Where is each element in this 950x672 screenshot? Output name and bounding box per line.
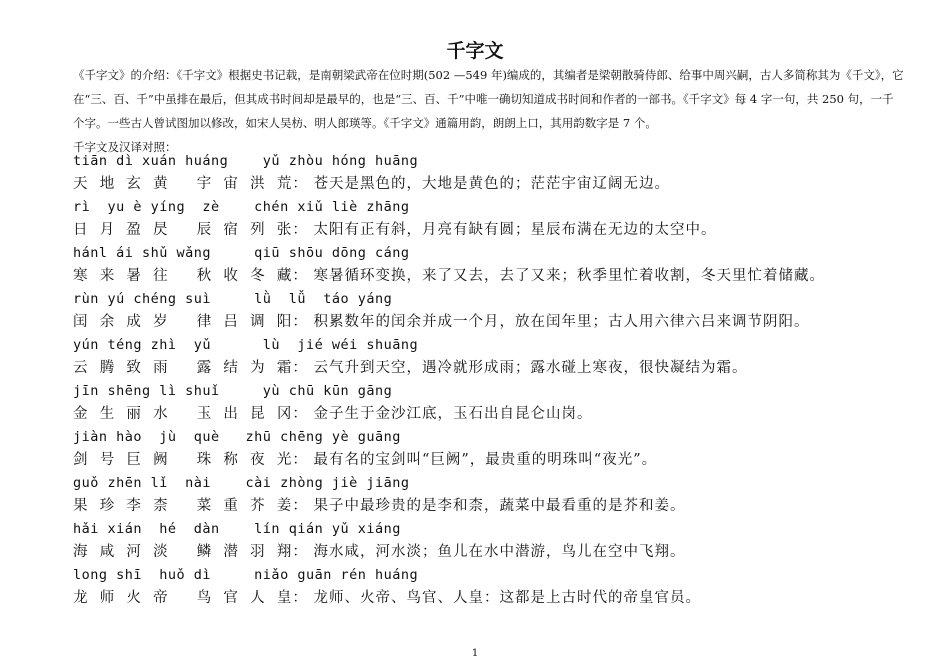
verse-line: 云 腾 致 雨 露 结 为 霜： 云气升到天空，遇冷就形成雨；露水碰上寒夜，很快凝结为霜。 (73, 360, 748, 376)
pinyin-line: hánl ái shǔ wǎng qiū shōu dōng cáng (73, 245, 410, 261)
verse-pair (73, 426, 943, 472)
intro-line: 个字。一些古人曾试图加以修改，如宋人吴枋、明人郎瑛等。《千字文》通篇用韵，朗朗上口，其用韵数字是 7 个。 (73, 116, 657, 130)
pinyin-line: guǒ zhēn lǐ nài cài zhòng jiè jiāng (73, 475, 410, 491)
verse-list (73, 150, 943, 610)
intro-paragraph (73, 63, 950, 159)
pinyin-line: rì yu è yíng zè chén xiǔ liè zhāng (73, 199, 410, 215)
intro-line: 《千字文》的介绍：《千字文》根据史书记载，是南朝梁武帝在位时期(502 —549 年)编成的，其编者是梁朝散骑侍郎、给事中周兴嗣，古人多简称其为《千文》，它 (73, 68, 904, 82)
verse-line: 闰 余 成 岁 律 吕 调 阳： 积累数年的闰余并成一个月，放在闰年里；古人用六律六吕来调节阴阳。 (73, 314, 810, 330)
page-number: 1 (471, 648, 479, 659)
pinyin-line: jiàn hào jù què zhū chēng yè guāng (73, 429, 401, 445)
verse-pair (73, 380, 943, 426)
pinyin-line: yún téng zhì yǔ lù jié wéi shuāng (73, 337, 419, 353)
verse-line: 日 月 盈 昃 辰 宿 列 张： 太阳有正有斜，月亮有缺有圆；星辰布满在无边的太空中。 (73, 222, 717, 238)
intro-line: 在“三、百、千”中虽排在最后，但其成书时间却是最早的，也是“三、百、千”中唯一确切知道成书时间和作者的一部书。《千字文》每 4 字一句，共 250 句，一千 (73, 92, 894, 106)
pinyin-line: jīn shēng lì shuǐ yù chū kūn gāng (73, 383, 393, 399)
verse-line: 果 珍 李 柰 菜 重 芥 姜： 果子中最珍贵的是李和柰，蔬菜中最看重的是芥和姜。 (73, 498, 686, 514)
intro-line: 千字文及汉译对照： (73, 140, 177, 154)
verse-pair (73, 288, 943, 334)
verse-pair (73, 564, 943, 610)
verse-line: 寒 来 暑 往 秋 收 冬 藏： 寒暑循环变换，来了又去，去了又来；秋季里忙着收割，冬天里忙着储藏。 (73, 268, 825, 284)
verse-pair (73, 196, 943, 242)
pinyin-line: long shī huǒ dì niǎo guān rén huáng (73, 567, 419, 583)
verse-line: 金 生 丽 水 玉 出 昆 冈： 金子生于金沙江底，玉石出自昆仑山岗。 (73, 406, 593, 422)
verse-pair (73, 334, 943, 380)
verse-line: 剑 号 巨 阙 珠 称 夜 光： 最有名的宝剑叫“巨阙”，最贵重的明珠叫“夜光”。 (73, 452, 658, 468)
pinyin-line: hǎi xián hé dàn lín qián yǔ xiáng (73, 521, 401, 537)
pinyin-line: rùn yú chéng suì lǜ lǚ táo yáng (73, 291, 393, 307)
verse-pair (73, 472, 943, 518)
verse-line: 天 地 玄 黄 宇 宙 洪 荒： 苍天是黑色的，大地是黄色的；茫茫宇宙辽阔无边。 (73, 176, 670, 192)
verse-pair (73, 150, 943, 196)
pinyin-line: tiān dì xuán huáng yǔ zhòu hóng huāng (73, 153, 419, 169)
verse-pair (73, 242, 943, 288)
verse-line: 龙 师 火 帝 鸟 官 人 皇： 龙师、火帝、鸟官、人皇：这都是上古时代的帝皇官员。 (73, 590, 701, 606)
verse-pair (73, 518, 943, 564)
verse-line: 海 咸 河 淡 鳞 潜 羽 翔： 海水咸，河水淡；鱼儿在水中潜游，鸟儿在空中飞翔。 (73, 544, 686, 560)
page-title: 千字文 (446, 40, 504, 62)
